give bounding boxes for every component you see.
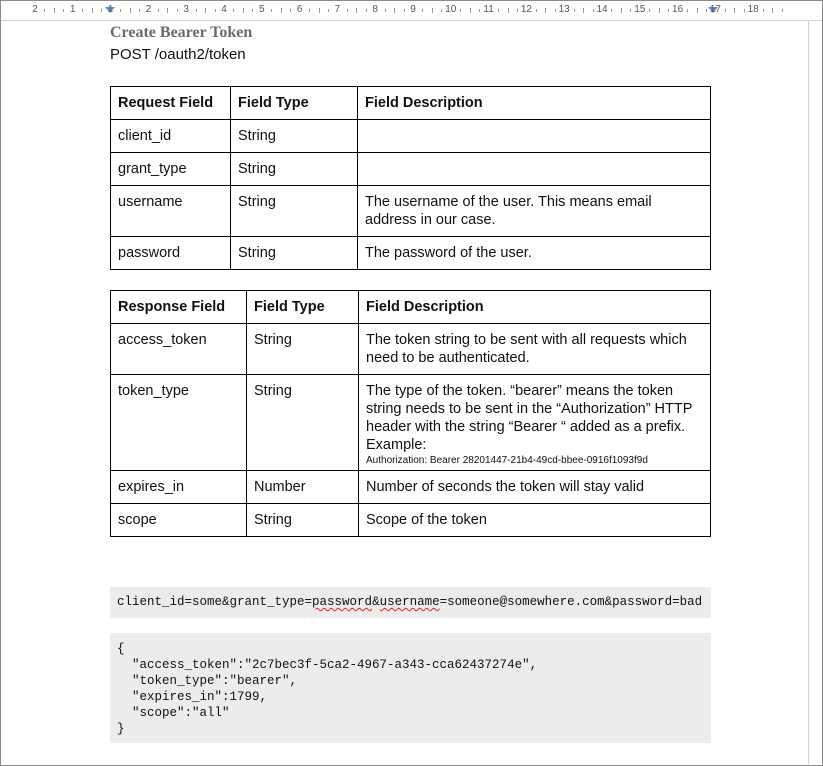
ruler-tick bbox=[347, 9, 348, 12]
ruler-tick bbox=[470, 8, 471, 13]
ruler-tick bbox=[82, 9, 83, 12]
ruler-tick bbox=[63, 9, 64, 12]
misspelled-word[interactable]: password bbox=[312, 595, 373, 609]
ruler-number: 7 bbox=[334, 4, 341, 15]
ruler-tick bbox=[725, 9, 726, 12]
ruler-number: 10 bbox=[445, 4, 457, 15]
field-type-cell: String bbox=[231, 186, 358, 237]
ruler-tick bbox=[319, 8, 320, 13]
description-text: The type of the token. “bearer” means the token string needs to be sent in the “Authorization” HTTP header with the string “Bearer “ added as a prefix. Example: bbox=[366, 383, 693, 453]
ruler-tick bbox=[422, 9, 423, 12]
field-name-cell: client_id bbox=[111, 120, 231, 153]
ruler-tick bbox=[649, 9, 650, 12]
table-row bbox=[111, 153, 711, 186]
ruler-tick bbox=[281, 8, 282, 13]
code-line: "token_type":"bearer", bbox=[117, 674, 298, 688]
field-type-cell: String bbox=[231, 120, 358, 153]
ruler-tick bbox=[555, 9, 556, 12]
ruler-tick bbox=[205, 8, 206, 13]
table-row bbox=[111, 471, 711, 504]
ruler-tick bbox=[252, 9, 253, 12]
ruler-tick bbox=[158, 9, 159, 12]
table-row bbox=[111, 237, 711, 270]
field-type-cell: String bbox=[231, 237, 358, 270]
field-name-cell: username bbox=[111, 186, 231, 237]
ruler-tick bbox=[54, 8, 55, 13]
field-type-cell: String bbox=[247, 375, 359, 471]
code-line: "access_token":"2c7bec3f-5ca2-4967-a343-cca62437274e", bbox=[117, 658, 538, 672]
table-header-cell: Field Type bbox=[247, 291, 359, 324]
ruler-tick bbox=[668, 9, 669, 12]
ruler-tick bbox=[243, 8, 244, 13]
ruler-number: 13 bbox=[558, 4, 570, 15]
table-header-row bbox=[111, 291, 711, 324]
ruler-number: 5 bbox=[259, 4, 265, 15]
table-row bbox=[111, 186, 711, 237]
ruler-tick bbox=[394, 8, 395, 13]
ruler-tick bbox=[356, 8, 357, 13]
field-name-cell: grant_type bbox=[111, 153, 231, 186]
ruler-tick bbox=[611, 9, 612, 12]
section-title: Create Bearer Token bbox=[110, 24, 253, 41]
ruler-number: 14 bbox=[596, 4, 608, 15]
table-header-cell: Field Type bbox=[231, 87, 358, 120]
ruler-tick bbox=[441, 9, 442, 12]
ruler-tick bbox=[233, 9, 234, 12]
ruler-number: 3 bbox=[183, 4, 189, 15]
ruler-tick bbox=[630, 9, 631, 12]
ruler-tick bbox=[593, 9, 594, 12]
ruler-tick bbox=[432, 8, 433, 13]
ruler-tick bbox=[177, 9, 178, 12]
code-line: "expires_in":1799, bbox=[117, 690, 268, 704]
ruler-tick bbox=[517, 9, 518, 12]
endpoint-line: POST /oauth2/token bbox=[110, 46, 246, 63]
ruler-tick bbox=[167, 8, 168, 13]
table-row bbox=[111, 375, 711, 471]
ruler-tick bbox=[734, 8, 735, 13]
ruler-tick bbox=[782, 9, 783, 12]
example-text: Authorization: Bearer 28201447-21b4-49cd-bbee-0916f1093f9d bbox=[366, 455, 648, 466]
code-text: & bbox=[372, 595, 380, 609]
table-row bbox=[111, 120, 711, 153]
field-description-cell: The password of the user. bbox=[358, 237, 711, 270]
ruler-number: 1 bbox=[70, 4, 76, 15]
field-description-cell bbox=[358, 120, 711, 153]
ruler-number: 8 bbox=[372, 4, 378, 15]
field-type-cell: String bbox=[247, 504, 359, 537]
ruler-tick bbox=[196, 9, 197, 12]
code-line: "scope":"all" bbox=[117, 706, 230, 720]
ruler-number: 15 bbox=[634, 4, 646, 15]
ruler-tick bbox=[536, 9, 537, 12]
ruler-tick bbox=[697, 8, 698, 13]
ruler-tick bbox=[404, 9, 405, 12]
field-description-cell: The username of the user. This means email address in our case. bbox=[358, 186, 711, 237]
page-edge bbox=[808, 20, 809, 764]
ruler-tick bbox=[130, 8, 131, 13]
ruler-number: 16 bbox=[672, 4, 684, 15]
table-row bbox=[111, 504, 711, 537]
code-text: =someone@somewhere.com&password=bad bbox=[439, 595, 703, 609]
ruler-number: 4 bbox=[221, 4, 227, 15]
ruler-number: 12 bbox=[520, 4, 532, 15]
response-fields-table bbox=[110, 290, 711, 537]
ruler-tick bbox=[706, 9, 707, 12]
ruler-tick bbox=[545, 8, 546, 13]
misspelled-word[interactable]: username bbox=[379, 595, 440, 609]
field-name-cell: expires_in bbox=[111, 471, 247, 504]
ruler-tick bbox=[583, 8, 584, 13]
request-fields-table bbox=[110, 86, 711, 270]
field-type-cell: String bbox=[231, 153, 358, 186]
ruler-tick bbox=[574, 9, 575, 12]
ruler-number: 1 bbox=[107, 4, 114, 15]
ruler-tick bbox=[101, 9, 102, 12]
field-description-cell: The token string to be sent with all requests which need to be authenticated. bbox=[359, 324, 711, 375]
ruler-tick bbox=[44, 9, 45, 12]
field-name-cell: password bbox=[111, 237, 231, 270]
response-body-code-block bbox=[110, 633, 711, 743]
table-row bbox=[111, 324, 711, 375]
field-description-cell bbox=[358, 153, 711, 186]
ruler-tick bbox=[309, 9, 310, 12]
ruler-tick bbox=[460, 9, 461, 12]
table-header-cell: Response Field bbox=[111, 291, 247, 324]
ruler-tick bbox=[92, 8, 93, 13]
ruler-tick bbox=[479, 9, 480, 12]
field-name-cell: access_token bbox=[111, 324, 247, 375]
ruler-tick bbox=[366, 9, 367, 12]
code-line: } bbox=[117, 722, 125, 736]
field-description-cell bbox=[359, 375, 711, 471]
ruler-tick bbox=[271, 9, 272, 12]
ruler-tick bbox=[290, 9, 291, 12]
ruler-tick bbox=[659, 8, 660, 13]
table-header-cell: Field Description bbox=[359, 291, 711, 324]
field-type-cell: String bbox=[247, 324, 359, 375]
field-description-cell: Scope of the token bbox=[359, 504, 711, 537]
ruler-tick bbox=[215, 9, 216, 12]
field-type-cell: Number bbox=[247, 471, 359, 504]
ruler-number: 2 bbox=[145, 4, 152, 15]
ruler-tick bbox=[139, 9, 140, 12]
horizontal-ruler[interactable] bbox=[1, 1, 822, 21]
ruler-number: 17 bbox=[709, 4, 721, 15]
field-name-cell: scope bbox=[111, 504, 247, 537]
field-name-cell: token_type bbox=[111, 375, 247, 471]
request-body-code-block bbox=[110, 587, 711, 618]
ruler-number: 2 bbox=[32, 4, 38, 15]
ruler-tick bbox=[687, 9, 688, 12]
ruler-tick bbox=[744, 9, 745, 12]
ruler-tick bbox=[772, 8, 773, 13]
table-header-cell: Field Description bbox=[358, 87, 711, 120]
table-header-cell: Request Field bbox=[111, 87, 231, 120]
ruler-tick bbox=[498, 9, 499, 12]
ruler-tick bbox=[763, 9, 764, 12]
ruler-tick bbox=[385, 9, 386, 12]
ruler-number: 18 bbox=[747, 4, 759, 15]
ruler-number: 6 bbox=[296, 4, 303, 15]
ruler-tick bbox=[328, 9, 329, 12]
ruler-number: 9 bbox=[410, 4, 416, 15]
ruler-tick bbox=[120, 9, 121, 12]
ruler-number: 11 bbox=[483, 4, 494, 15]
code-text: client_id=some&grant_type= bbox=[117, 595, 313, 609]
code-line: { bbox=[117, 642, 125, 656]
ruler-tick bbox=[621, 8, 622, 13]
ruler-tick bbox=[508, 8, 509, 13]
table-header-row bbox=[111, 87, 711, 120]
field-description-cell: Number of seconds the token will stay valid bbox=[359, 471, 711, 504]
